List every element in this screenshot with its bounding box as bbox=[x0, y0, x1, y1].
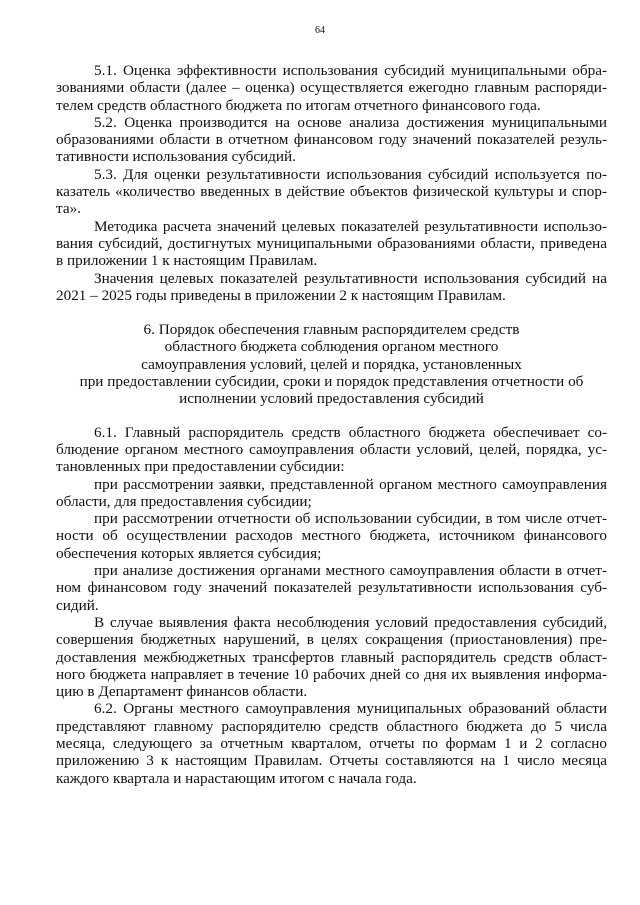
page-number: 64 bbox=[315, 25, 325, 36]
paragraph-target-values: Значения целевых показателей результативности использования субсидий на 2021 – 2025 годы приведены в приложении 2 к настоящим Правилам. bbox=[56, 269, 607, 304]
paragraph-methodology: Методика расчета значений целевых показателей результативности использования субсидий, достигнутых муниципальными образованиями области, приведена в приложении 1 к настоящим Правилам. bbox=[56, 217, 607, 270]
paragraph-5-1: 5.1. Оценка эффективности использования субсидий муниципальными образованиями области (далее – оценка) осуществляется ежегодно главным распорядителем средств областного бюджета по итогам отчетного финансового года. bbox=[56, 62, 607, 114]
heading-line: областного бюджета соблюдения органом местного bbox=[164, 338, 499, 356]
paragraph-results-analysis: при анализе достижения органами местного самоуправления области в отчетном финансовом году значений показателей результативности использования субсидий. bbox=[56, 562, 607, 614]
heading-line: при предоставлении субсидии, сроки и порядок представления отчетности об bbox=[79, 373, 584, 391]
paragraph-5-2: 5.2. Оценка производится на основе анализа достижения муниципальными образованиями области в отчетном финансовом году значений показателей результативности использования субсидий. bbox=[56, 113, 607, 166]
document-body bbox=[56, 62, 607, 787]
heading-line: 6. Порядок обеспечения главным распорядителем средств bbox=[143, 321, 520, 339]
paragraph-reporting-review: при рассмотрении отчетности об использовании субсидии, в том числе отчетности об осуществлении расходов местного бюджета, источником финансового обеспечения которых является субсидия; bbox=[56, 510, 607, 562]
paragraph-violations: В случае выявления факта несоблюдения условий предоставления субсидий, совершения бюджетных нарушений, в целях сокращения (приостановления) предоставления межбюджетных трансфертов главный распорядитель средств областного бюджета направляет в течение 10 рабочих дней со дня их выявления информацию в Департамент финансов области. bbox=[56, 613, 607, 701]
heading-line: исполнении условий предоставления субсидий bbox=[179, 390, 484, 408]
paragraph-6-1: 6.1. Главный распорядитель средств областного бюджета обеспечивает соблюдение органом местного самоуправления области условий, целей, порядка, установленных при предоставлении субсидии: bbox=[56, 423, 607, 476]
paragraph-application-review: при рассмотрении заявки, представленной органом местного самоуправления области, для предоставления субсидии; bbox=[56, 475, 607, 510]
paragraph-6-2: 6.2. Органы местного самоуправления муниципальных образований области представляют главному распорядителю средств областного бюджета до 5 числа месяца, следующего за отчетным кварталом, отчеты по формам 1 и 2 согласно приложению 3 к настоящим Правилам. Отчеты составляются на 1 число месяца каждого квартала и нарастающим итогом с начала года. bbox=[56, 700, 607, 787]
section-6-heading bbox=[56, 321, 607, 407]
heading-line: самоуправления условий, целей и порядка, установленных bbox=[141, 355, 522, 373]
paragraph-5-3: 5.3. Для оценки результативности использования субсидий используется показатель «количество введенных в действие объектов физической культуры и спорта». bbox=[56, 165, 607, 218]
